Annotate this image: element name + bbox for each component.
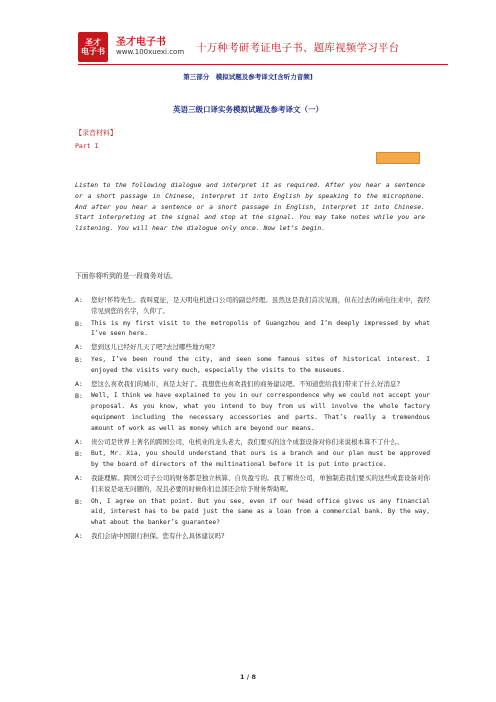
speaker-label: A: <box>75 473 83 482</box>
speaker-label: B: <box>75 497 83 506</box>
dialogue-transcript <box>75 295 430 544</box>
utterance-text: 您好!怀特先生。我叫夏征，是天明电机进口公司的副总经理。虽然这是我们首次见面，但在过去的函电往来中，我经常见到您的名字，久仰了。 <box>91 296 430 315</box>
dialogue-turn <box>75 379 430 390</box>
dialogue-turn <box>75 342 430 353</box>
utterance-text: 我们会请中国银行担保。您有什么具体建议吗? <box>91 531 225 540</box>
utterance-text: But, Mr. Xia, you should understand that ours is a branch and our plan must be approved by the board of directors of the multinational before it is put into practice. <box>91 450 430 469</box>
header-divider <box>78 64 448 65</box>
utterance-text: Oh, I agree on that point. But you see, even if our head office gives us any financial aid, interest has to be paid just the same as a loan from a commercial bank. By the way, what about the banker’s guarantee? <box>91 497 430 527</box>
dialogue-turn <box>75 531 430 542</box>
dialogue-turn <box>75 497 430 529</box>
dialogue-intro: 下面你将听到的是一段商务对话。 <box>75 272 177 280</box>
part-label: Part I <box>75 142 99 150</box>
page-header <box>78 32 448 62</box>
logo-line1: 圣才 <box>85 38 101 47</box>
speaker-label: A: <box>75 296 83 304</box>
utterance-text: 贵公司是世界上著名的跨国公司，电机业的龙头老大，我们要买的这个成套设备对你们来说根本算不了什么。 <box>91 437 403 446</box>
brand-name: 圣才电子书 <box>116 37 166 48</box>
dialogue-turn <box>75 355 430 377</box>
page-number: 1 / 8 <box>240 673 256 681</box>
dialogue-turn <box>75 473 430 495</box>
speaker-label: B: <box>75 450 83 459</box>
dialogue-turn <box>75 437 430 448</box>
brand-logo <box>78 32 108 62</box>
speaker-label: A: <box>75 531 83 540</box>
dialogue-turn <box>75 319 430 341</box>
utterance-text: 您这么喜欢我们的城市，真是太好了。我想您也喜欢我们的商务建议吧。不知道您给我们带来了什么好消息? <box>91 379 400 388</box>
speaker-label: A: <box>75 379 83 388</box>
section-tag: 【录音材料】 <box>75 129 117 137</box>
brand-url[interactable]: www.100xuexi.com <box>116 48 185 56</box>
speaker-label: B: <box>75 392 83 401</box>
utterance-text: 我能理解。跨国公司子公司的财务都是独立核算、自负盈亏的。我了解贵公司，单独制造我们要买的这些成套设备对你们来说是毫无问题的，况且必要的时候你们总部还会给予财务帮助呢。 <box>91 473 430 493</box>
speaker-label: B: <box>75 355 83 364</box>
utterance-text: 您到这儿已经好几天了吧?去过哪些地方呢? <box>91 343 215 352</box>
dialogue-turn <box>75 449 430 471</box>
speaker-label: B: <box>75 319 83 328</box>
speaker-label: A: <box>75 437 83 446</box>
audio-play-button[interactable] <box>376 152 420 164</box>
part-title: 第三部分 模拟试题及参考译文[含听力音频] <box>183 73 313 81</box>
dialogue-turn <box>75 391 430 434</box>
speaker-label: A: <box>75 343 83 352</box>
utterance-text: Well, I think we have explained to you in our correspondence why we could not accept your proposal. As you know, what you intend to buy from us will involve the whole factory equipment including the necessary accessories and parts. That’s really a tremendous amount of work as well as money which are beyond our means. <box>91 392 430 432</box>
header-slogan: 十万种考研考证电子书、题库视频学习平台 <box>196 42 400 54</box>
document-title: 英语三级口译实务模拟试题及参考译文（一） <box>173 105 323 114</box>
utterance-text: Yes, I’ve been round the city, and seen some famous sites of historical interest. I enjoyed the visits very much, especially the visits to the museums. <box>91 355 430 374</box>
utterance-text: This is my first visit to the metropolis of Guangzhou and I’m deeply impressed by what I’ve seen here. <box>91 319 430 338</box>
logo-line2: 电子书 <box>81 47 105 56</box>
dialogue-turn <box>75 295 430 317</box>
instructions-paragraph: Listen to the following dialogue and interpret it as required. After you hear a sentence or a short passage in Chinese, interpret it into English by speaking to the microphone. And after you hear a sentence or a short passage in English, interpret it into Chinese. Start interpreting at the signal and stop at the signal. You may take notes while you are listening. You will hear the dialogue only once. Now let’s begin. <box>75 181 425 233</box>
